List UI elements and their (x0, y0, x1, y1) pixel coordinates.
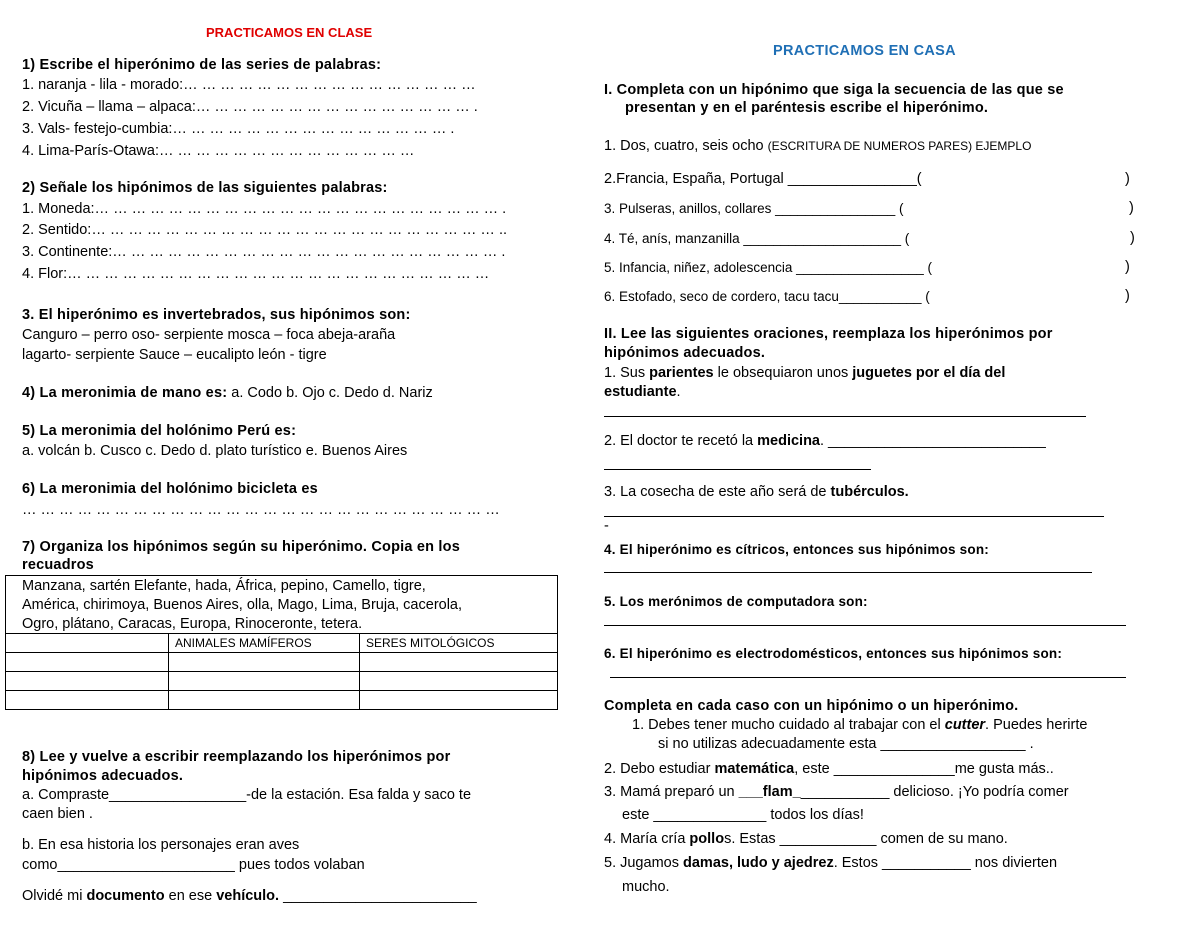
p2-sentence-2 (604, 433, 1046, 449)
p7-item-2 (604, 761, 1054, 777)
table-cell[interactable] (6, 691, 169, 710)
q3-heading: 3. El hiperónimo es invertebrados, sus hipónimos son: (22, 307, 411, 323)
p7-text: . Puedes herirte (985, 717, 1088, 733)
q2-item: 2. Sentido:… … … … … … … … … … … … … … … … … … … … … … .. (22, 222, 508, 238)
p7-item-3 (604, 784, 1069, 800)
p1-example (604, 138, 1031, 154)
q8-item-c (22, 888, 477, 904)
q5-options: a. volcán b. Cusco c. Dedo d. plato turístico e. Buenos Aires (22, 443, 408, 459)
q6-heading: 6) La meronimia del holónimo bicicleta es (22, 481, 318, 497)
p7-item-1 (632, 717, 1087, 733)
p7-item-5-cont: mucho. (622, 879, 670, 895)
p7-text: 5. Jugamos (604, 855, 683, 871)
table-row (6, 691, 558, 710)
table-cell[interactable] (169, 672, 360, 691)
p2-bold: medicina (757, 433, 820, 449)
q7-words: Manzana, sartén Elefante, hada, África, pepino, Camello, tigre, (22, 578, 426, 594)
dash-mark: - (604, 518, 609, 534)
q3-line: Canguro – perro oso- serpiente mosca – foca abeja-araña (22, 327, 396, 343)
q7-words: América, chirimoya, Buenos Aires, olla, Mago, Lima, Bruja, cacerola, (22, 597, 463, 613)
answer-line[interactable] (604, 625, 1126, 626)
p2-bold: estudiante (604, 384, 677, 400)
p7-bold: matemática (714, 761, 795, 777)
q4-heading: 4) La meronimia de mano es: (22, 385, 228, 401)
q8-heading-cont: hipónimos adecuados. (22, 768, 184, 784)
p7-bold: cutter (944, 717, 986, 733)
p2-heading: II. Lee las siguientes oraciones, reemplaza los hiperónimos por (604, 326, 1053, 342)
p7-item-3-cont: este ______________ todos los días! (622, 807, 864, 823)
table-cell[interactable] (360, 691, 558, 710)
p2-heading-cont: hipónimos adecuados. (604, 345, 766, 361)
q2-heading: 2) Señale los hipónimos de las siguientes palabras: (22, 180, 388, 196)
p1-close-paren: ) (1125, 171, 1130, 187)
p7-text: 4. María cría (604, 831, 690, 847)
q8-c-bold: documento (86, 888, 165, 904)
p7-text: s. Estas ____________ comen de su mano. (724, 831, 1008, 847)
p7-text: ___________ delicioso. ¡Yo podría comer (800, 784, 1069, 800)
p1-item: 5. Infancia, niñez, adolescencia _________________ ( (604, 260, 933, 275)
p2-blank: . ___________________________ (820, 433, 1046, 449)
table-header-cell: ANIMALES MAMÍFEROS (169, 634, 360, 653)
q8-item-b: b. En esa historia los personajes eran aves (22, 837, 300, 853)
right-title: PRACTICAMOS EN CASA (773, 43, 956, 59)
p1-item: 2.Francia, España, Portugal ________________( (604, 171, 922, 187)
p2-bold: juguetes por el día del (852, 365, 1006, 381)
q8-item-a: a. Compraste_________________-de la estación. Esa falda y saco te (22, 787, 472, 803)
p7-heading: Completa en cada caso con un hipónimo o un hiperónimo. (604, 698, 1019, 714)
p1-close-paren: ) (1129, 200, 1134, 216)
p1-item: 4. Té, anís, manzanilla _____________________ ( (604, 231, 910, 246)
p7-item-4 (604, 831, 1008, 847)
table-cell[interactable] (6, 672, 169, 691)
answer-line[interactable] (604, 572, 1092, 573)
p2-text: 2. El doctor te recetó la (604, 433, 758, 449)
q4-question (22, 385, 433, 401)
q2-item: 1. Moneda:… … … … … … … … … … … … … … … … … … … … … … . (22, 201, 507, 217)
p5-heading: 5. Los merónimos de computadora son: (604, 594, 868, 609)
p2-text: 3. La cosecha de este año será de (604, 484, 831, 500)
table-header-cell (6, 634, 169, 653)
p7-text: 1. Debes tener mucho cuidado al trabajar con el (632, 717, 945, 733)
table-cell[interactable] (169, 653, 360, 672)
q5-heading: 5) La meronimia del holónimo Perú es: (22, 423, 297, 439)
p6-heading: 6. El hiperónimo es electrodomésticos, entonces sus hipónimos son: (604, 646, 1063, 661)
q1-item: 2. Vicuña – llama – alpaca:… … … … … … … … … … … … … … … . (22, 99, 478, 115)
p2-text: 1. Sus (604, 365, 650, 381)
table-cell[interactable] (360, 672, 558, 691)
p2-sentence-3 (604, 484, 909, 500)
p2-sentence-1 (604, 365, 1005, 381)
p7-text: , este _______________me gusta más.. (794, 761, 1054, 777)
q8-c-text: Olvidé mi (22, 888, 87, 904)
q6-dots: … … … … … … … … … … … … … … … … … … … … … … … … … … (22, 502, 500, 518)
p1-item: 3. Pulseras, anillos, collares ________________ ( (604, 201, 904, 216)
q2-item: 4. Flor:… … … … … … … … … … … … … … … … … … … … … … … (22, 266, 490, 282)
p7-bold: pollo (689, 831, 725, 847)
p2-bold: tubérculos. (830, 484, 909, 500)
p1-close-paren: ) (1130, 230, 1135, 246)
p4-heading: 4. El hiperónimo es cítricos, entonces sus hipónimos son: (604, 542, 989, 557)
q3-line: lagarto- serpiente Sauce – eucalipto león - tigre (22, 347, 327, 363)
table-row (6, 634, 558, 653)
p1-close-paren: ) (1125, 288, 1130, 304)
q1-item: 4. Lima-París-Otawa:… … … … … … … … … … … … … … (22, 143, 415, 159)
q8-c-blank: ________________________ (279, 888, 477, 904)
p1-item: 6. Estofado, seco de cordero, tacu tacu___________ ( (604, 289, 930, 304)
p2-text: . (676, 384, 681, 400)
p7-bold: ___flam_ (738, 784, 801, 800)
left-title: PRACTICAMOS EN CLASE (206, 25, 373, 40)
q8-item-a-cont: caen bien . (22, 806, 93, 822)
answer-line[interactable] (604, 416, 1086, 417)
q8-heading: 8) Lee y vuelve a escribir reemplazando los hiperónimos por (22, 749, 451, 765)
q1-item: 3. Vals- festejo-cumbia:… … … … … … … … … … … … … … … . (22, 121, 455, 137)
p7-bold: damas, ludo y ajedrez (683, 855, 834, 871)
p7-text: 2. Debo estudiar (604, 761, 715, 777)
answer-line[interactable] (604, 469, 871, 470)
p7-item-5 (604, 855, 1057, 871)
p2-sentence-1-cont (604, 384, 681, 400)
p1-example-text: 1. Dos, cuatro, seis ocho (604, 138, 768, 154)
p1-example-note: (ESCRITURA DE NUMEROS PARES) EJEMPLO (767, 139, 1032, 153)
q7-heading: 7) Organiza los hipónimos según su hiperónimo. Copia en los (22, 539, 460, 555)
p1-close-paren: ) (1125, 259, 1130, 275)
q7-words: Ogro, plátano, Caracas, Europa, Rinoceronte, tetera. (22, 616, 363, 632)
table-cell[interactable] (360, 653, 558, 672)
table-cell[interactable] (6, 653, 169, 672)
q8-item-b-cont: como______________________ pues todos volaban (22, 857, 365, 873)
table-cell[interactable] (169, 691, 360, 710)
table-row (6, 672, 558, 691)
p1-heading: I. Completa con un hipónimo que siga la secuencia de las que se (604, 82, 1064, 98)
p2-bold: parientes (649, 365, 714, 381)
p7-item-1-cont: si no utilizas adecuadamente esta __________________ . (658, 736, 1034, 752)
q1-heading: 1) Escribe el hiperónimo de las series de palabras: (22, 57, 382, 73)
p2-text: le obsequiaron unos (713, 365, 853, 381)
answer-line[interactable] (604, 516, 1104, 517)
classification-table (5, 633, 558, 710)
p7-text: . Estos ___________ nos divierten (833, 855, 1058, 871)
q7-heading-cont: recuadros (22, 557, 94, 573)
answer-line[interactable] (610, 677, 1126, 678)
table-header-cell: SERES MITOLÓGICOS (360, 634, 558, 653)
q1-item: 1. naranja - lila - morado:… … … … … … … … … … … … … … … … (22, 77, 476, 93)
q8-c-bold: vehículo. (216, 888, 280, 904)
q4-options: a. Codo b. Ojo c. Dedo d. Nariz (227, 385, 433, 401)
p1-heading-cont: presentan y en el paréntesis escribe el hiperónimo. (625, 100, 989, 116)
p7-text: 3. Mamá preparó un (604, 784, 739, 800)
q2-item: 3. Continente:… … … … … … … … … … … … … … … … … … … … … . (22, 244, 506, 260)
table-row (6, 653, 558, 672)
q8-c-text: en ese (164, 888, 217, 904)
